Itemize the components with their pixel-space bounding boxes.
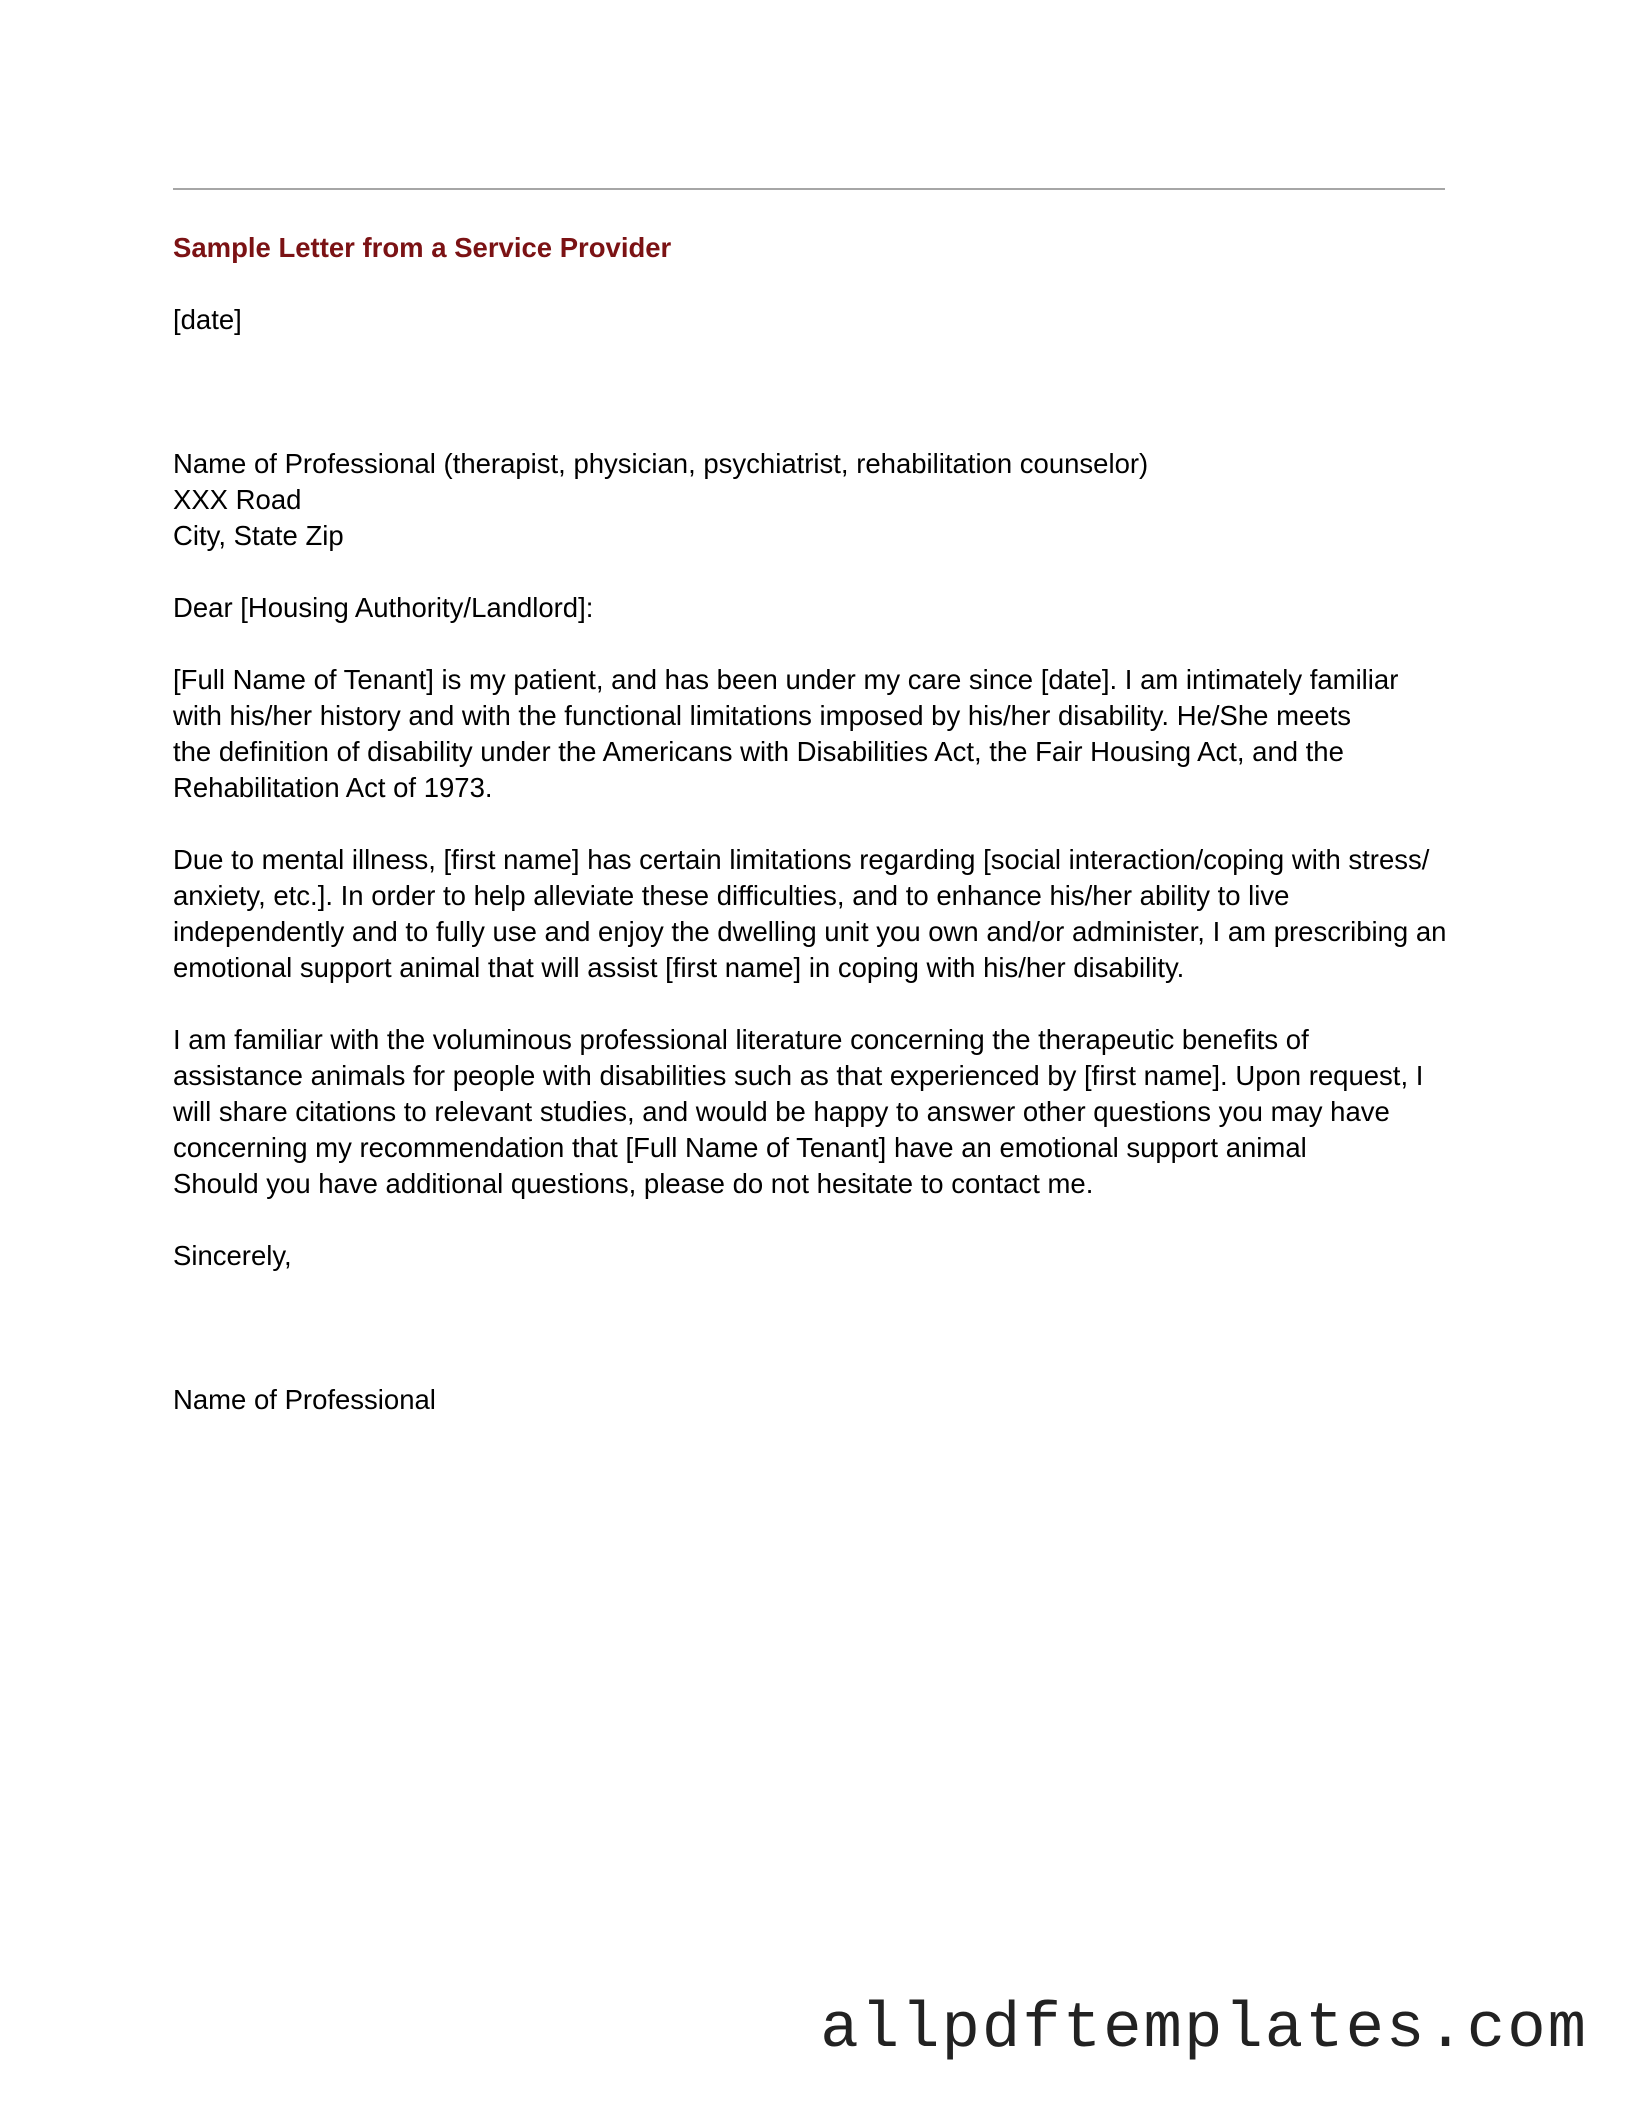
paragraph-line: assistance animals for people with disabilities such as that experienced by [first name]. Upon request, I [173, 1060, 1424, 1091]
address-line: XXX Road [173, 484, 302, 515]
paragraph-line: anxiety, etc.]. In order to help alleviate these difficulties, and to enhance his/her ability to live [173, 880, 1290, 911]
header-rule [173, 188, 1445, 190]
recipient-address [173, 446, 1453, 554]
closing: Sincerely, [173, 1240, 292, 1271]
paragraph-line: [Full Name of Tenant] is my patient, and has been under my care since [date]. I am intimately familiar [173, 664, 1399, 695]
paragraph-line: emotional support animal that will assist [first name] in coping with his/her disability. [173, 952, 1185, 983]
paragraph-line: will share citations to relevant studies, and would be happy to answer other questions you may have [173, 1096, 1390, 1127]
signature-name: Name of Professional [173, 1384, 436, 1415]
watermark-text: allpdftemplates.com [820, 1994, 1588, 2066]
paragraph-line: Should you have additional questions, please do not hesitate to contact me. [173, 1168, 1094, 1199]
salutation: Dear [Housing Authority/Landlord]: [173, 592, 594, 623]
letter-body [173, 230, 1453, 1418]
address-line: City, State Zip [173, 520, 344, 551]
letter-date: [date] [173, 304, 242, 335]
paragraph-2 [173, 842, 1453, 986]
paragraph-line: Rehabilitation Act of 1973. [173, 772, 493, 803]
paragraph-1 [173, 662, 1453, 806]
paragraph-line: independently and to fully use and enjoy the dwelling unit you own and/or administer, I am prescribing an [173, 916, 1447, 947]
paragraph-line: I am familiar with the voluminous professional literature concerning the therapeutic benefits of [173, 1024, 1309, 1055]
paragraph-line: concerning my recommendation that [Full Name of Tenant] have an emotional support animal [173, 1132, 1307, 1163]
paragraph-line: Due to mental illness, [first name] has certain limitations regarding [social interaction/coping with stress/ [173, 844, 1430, 875]
paragraph-line: the definition of disability under the Americans with Disabilities Act, the Fair Housing Act, and the [173, 736, 1344, 767]
paragraph-3 [173, 1022, 1453, 1202]
address-line: Name of Professional (therapist, physician, psychiatrist, rehabilitation counselor) [173, 448, 1149, 479]
letter-title: Sample Letter from a Service Provider [173, 232, 672, 263]
paragraph-line: with his/her history and with the functional limitations imposed by his/her disability. He/She meets [173, 700, 1351, 731]
